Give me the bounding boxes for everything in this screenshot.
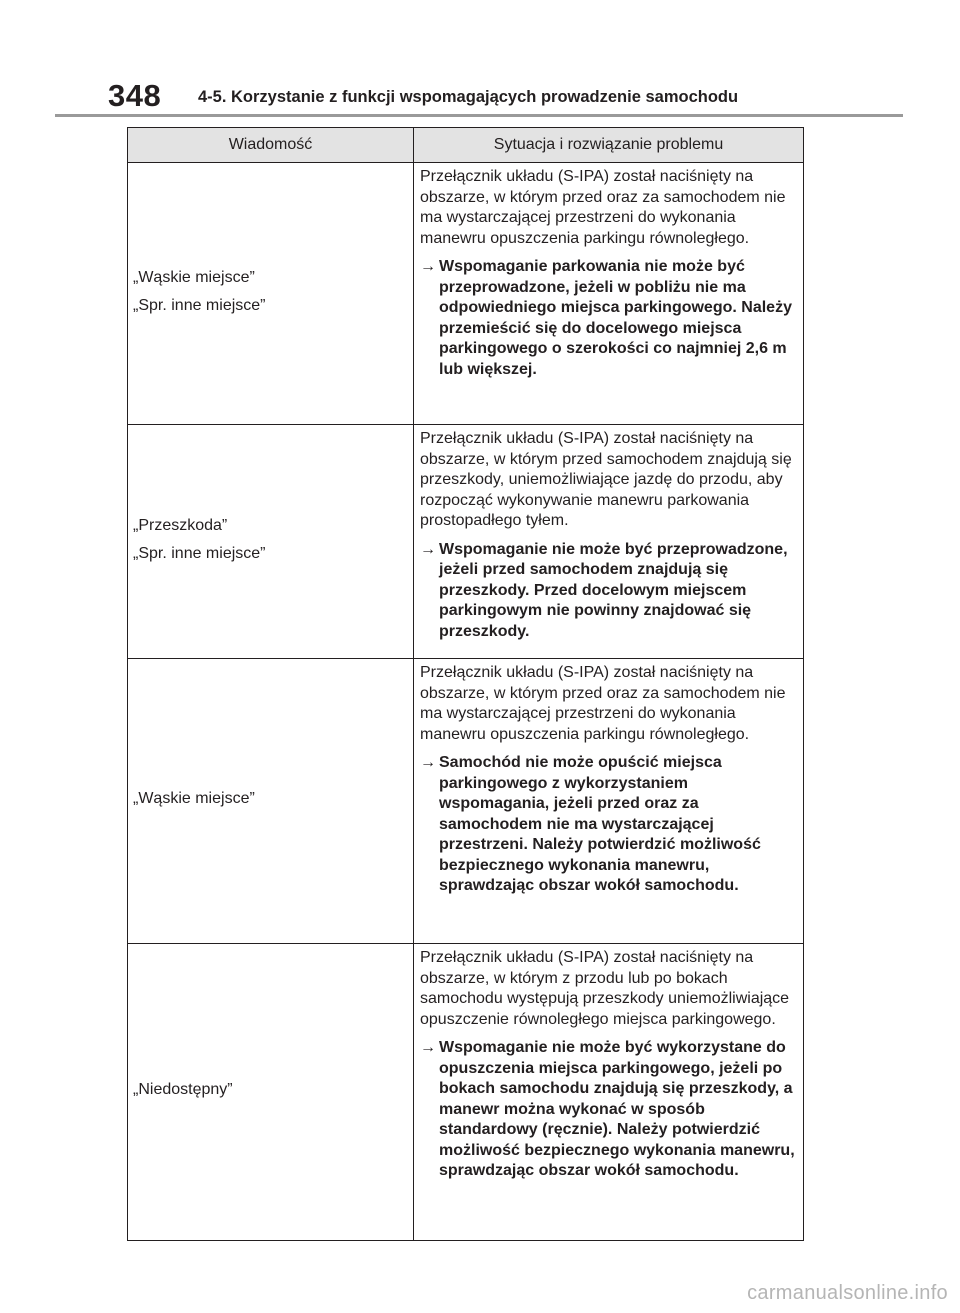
table-row xyxy=(128,163,804,425)
page-number: 348 xyxy=(108,78,162,113)
situation-text: Przełącznik układu (S-IPA) został naciśnięty na obszarze, w którym przed samochodem znajdują się przeszkody, uniemożliwiające jazdę do przodu, aby rozpocząć wykonywanie manewru parkowania prostopadłego tyłem. xyxy=(420,430,792,529)
message-cell xyxy=(128,944,414,1241)
solution-label: Wspomaganie nie może być wykorzystane do opuszczenia miejsca parkingowego, jeżeli po bokach samochodu znajdują się przeszkody, a manewr można wykonać w sposób standardowy (ręcznie). Należy potwierdzić możliwość bezpiecznego wykonania manewru, sprawdzając obszar wokół samochodu. xyxy=(439,1039,795,1179)
header-rule xyxy=(55,114,903,117)
column-header-situation: Sytuacja i rozwiązanie problemu xyxy=(414,128,804,163)
message-table xyxy=(127,127,804,1241)
solution-text xyxy=(420,540,801,643)
arrow-right-icon: → xyxy=(420,754,436,771)
message-text: „Niedostępny” xyxy=(133,1081,233,1098)
message-text: „Spr. inne miejsce” xyxy=(133,544,266,562)
solution-label: Samochód nie może opuścić miejsca parkingowego z wykorzystaniem wspomagania, jeżeli przed oraz za samochodem nie ma wystarczającej przestrzeni. Należy potwierdzić możliwość bezpiecznego wykonania manewru, sprawdzając obszar wokół samochodu. xyxy=(439,754,761,894)
table-header-row xyxy=(128,128,804,163)
solution-label: Wspomaganie parkowania nie może być przeprowadzone, jeżeli w pobliżu nie ma odpowiedniego miejsca parkingowego. Należy przemieścić się do docelowego miejsca parkingowego o szerokości co najmniej 2,6 m lub większej. xyxy=(439,258,792,378)
solution-text xyxy=(420,753,801,897)
message-cell xyxy=(128,659,414,944)
watermark-text: carmanualsonline.info xyxy=(747,1282,948,1304)
table-row xyxy=(128,944,804,1241)
situation-cell xyxy=(414,163,804,425)
situation-cell xyxy=(414,425,804,659)
message-cell xyxy=(128,163,414,425)
message-text: „Wąskie miejsce” xyxy=(133,268,255,286)
situation-cell xyxy=(414,659,804,944)
arrow-right-icon: → xyxy=(420,1039,436,1056)
table-row xyxy=(128,659,804,944)
arrow-right-icon: → xyxy=(420,540,436,558)
message-text: „Przeszkoda” xyxy=(133,516,228,534)
arrow-right-icon: → xyxy=(420,258,436,275)
message-text: „Wąskie miejsce” xyxy=(133,790,255,807)
situation-text: Przełącznik układu (S-IPA) został naciśnięty na obszarze, w którym z przodu lub po bokach samochodu występują przeszkody uniemożliwiające opuszczenie równoległego miejsca parkingowego. xyxy=(420,949,790,1028)
situation-text: Przełącznik układu (S-IPA) został naciśnięty na obszarze, w którym przed oraz za samochodem nie ma wystarczającej przestrzeni do wykonania manewru opuszczenia parkingu równoległego. xyxy=(420,168,786,247)
page-header xyxy=(108,78,908,114)
message-text: „Spr. inne miejsce” xyxy=(133,296,266,314)
situation-cell xyxy=(414,944,804,1241)
situation-text: Przełącznik układu (S-IPA) został naciśnięty na obszarze, w którym przed oraz za samochodem nie ma wystarczającej przestrzeni do wykonania manewru opuszczenia parkingu równoległego. xyxy=(420,664,786,743)
section-title: 4-5. Korzystanie z funkcji wspomagających prowadzenie samochodu xyxy=(198,88,739,106)
solution-text xyxy=(420,257,801,380)
column-header-message: Wiadomość xyxy=(128,128,414,163)
solution-label: Wspomaganie nie może być przeprowadzone, jeżeli przed samochodem znajdują się przeszkody. Przed docelowym miejscem parkingowym nie powinny znajdować się przeszkody. xyxy=(439,540,788,640)
solution-text xyxy=(420,1038,801,1182)
table-row xyxy=(128,425,804,659)
message-cell xyxy=(128,425,414,659)
